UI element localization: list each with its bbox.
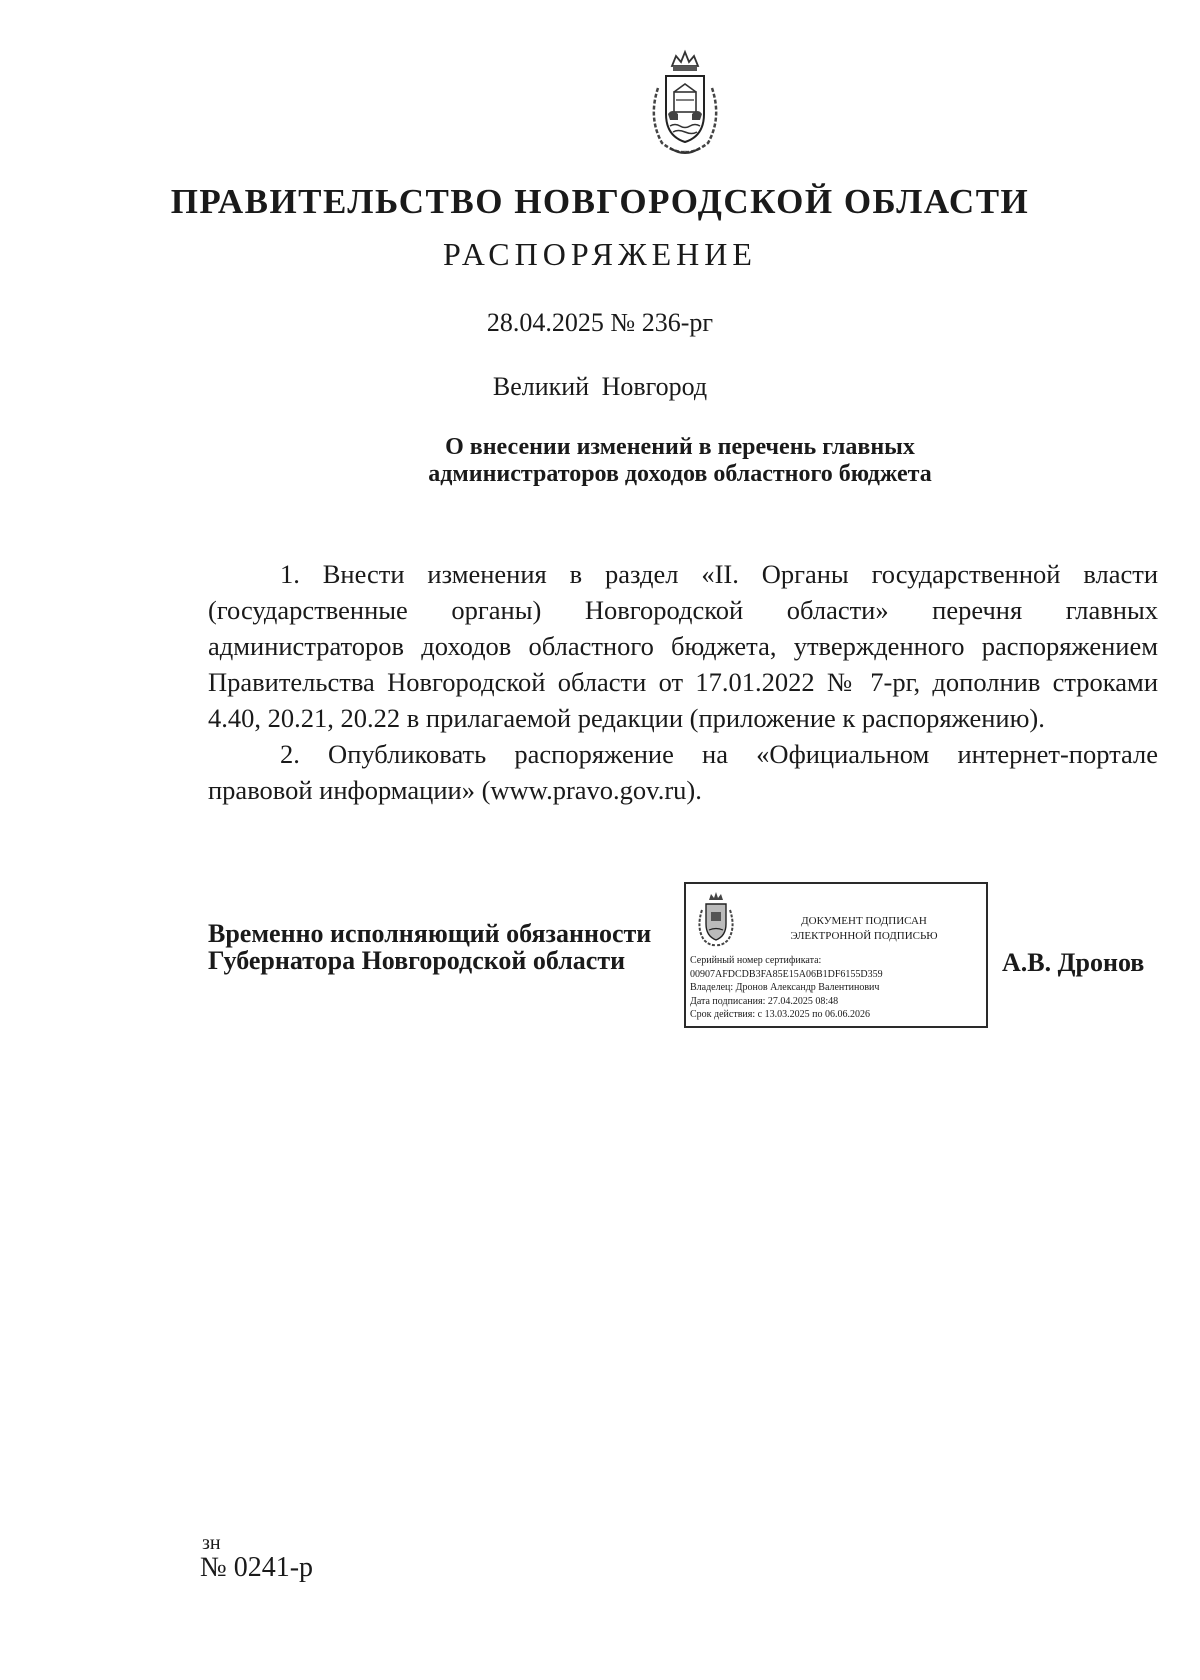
document-date-number: 28.04.2025 № 236-рг [486,308,714,337]
electronic-signature-stamp [684,882,988,1028]
stamp-coat-of-arms-icon [694,892,738,948]
body-paragraph-2: 2. Опубликовать распоряжение на «Официальном интернет-портале правовой информации» (www.pravo.gov.ru). [208,739,1158,805]
signer-role [208,920,688,974]
stamp-cert-label: Серийный номер сертификата: [690,955,822,966]
stamp-signed-date: Дата подписания: 27.04.2025 08:48 [690,995,839,1007]
signer-role-line-2: Губернатора Новгородской области [208,946,626,975]
document-type: РАСПОРЯЖЕНИЕ [443,236,757,272]
stamp-cert-serial: 00907AFDCDB3FA85E15A06B1DF6155D359 [690,968,883,980]
footer-mark: зн [202,1532,221,1554]
document-body [208,556,1158,808]
coat-of-arms-icon [640,48,730,158]
subject-line-1: О внесении изменений в перечень главных [445,434,915,460]
document-subject [300,434,1060,488]
stamp-details [690,954,986,1022]
signer-role-line-1: Временно исполняющий обязанности [208,919,652,948]
stamp-validity: Срок действия: с 13.03.2025 по 06.06.2026 [690,1009,870,1020]
signer-name: А.В. Дронов [1002,948,1145,977]
stamp-owner: Владелец: Дронов Александр Валентинович [690,982,880,993]
stamp-heading-line-2: ЭЛЕКТРОННОЙ ПОДПИСЬЮ [790,930,938,942]
subject-line-2: администраторов доходов областного бюджета [428,461,932,487]
body-paragraph-1: 1. Внести изменения в раздел «II. Органы государственной власти (государственные органы) Новгородской области» перечня главных администраторов доходов областного бюджета, утвержденного распоряжением Правительства Новгородской области от 17.01.2022 № 7-рг, дополнив строками 4.40, 20.21, 20.22 в прилагаемой редакции (приложение к распоряжению). [208,559,1158,733]
stamp-heading [746,914,982,944]
document-city: Великий Новгород [492,372,708,401]
stamp-heading-line-1: ДОКУМЕНТ ПОДПИСАН [801,915,927,927]
government-title: ПРАВИТЕЛЬСТВО НОВГОРОДСКОЙ ОБЛАСТИ [170,182,1030,221]
footer-registration-code: № 0241-р [200,1552,314,1583]
